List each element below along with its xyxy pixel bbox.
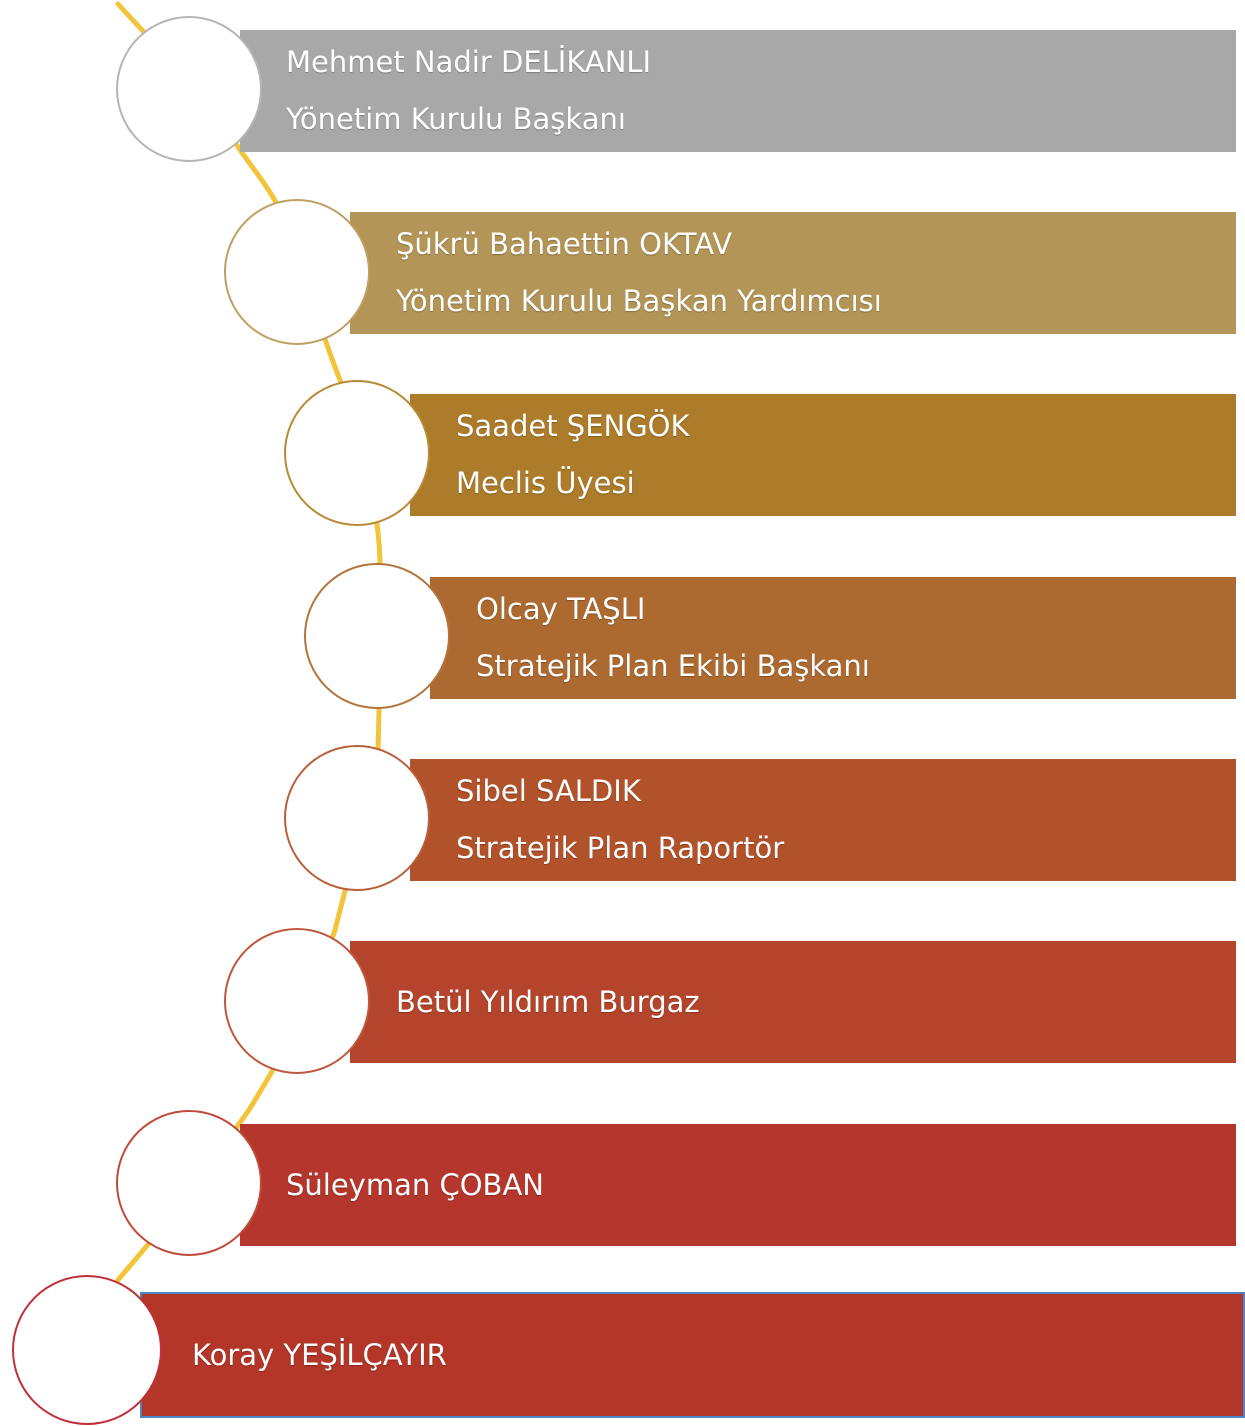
member-bar-6 bbox=[350, 941, 1236, 1063]
member-name: Koray YEŞİLÇAYIR bbox=[192, 1337, 447, 1372]
member-name: Saadet ŞENGÖK bbox=[456, 409, 690, 443]
member-title: Yönetim Kurulu Başkanı bbox=[286, 102, 626, 136]
member-name: Betül Yıldırım Burgaz bbox=[396, 984, 700, 1019]
member-bar-3 bbox=[410, 394, 1236, 516]
member-circle-3 bbox=[284, 380, 430, 526]
member-bar-4 bbox=[430, 577, 1236, 699]
member-title: Meclis Üyesi bbox=[456, 466, 635, 500]
member-circle-7 bbox=[116, 1110, 262, 1256]
member-name: Mehmet Nadir DELİKANLI bbox=[286, 45, 652, 79]
member-bar-5 bbox=[410, 759, 1236, 881]
member-circle-5 bbox=[284, 745, 430, 891]
member-name: Şükrü Bahaettin OKTAV bbox=[396, 227, 733, 261]
member-circle-1 bbox=[116, 16, 262, 162]
member-name: Olcay TAŞLI bbox=[476, 592, 646, 626]
member-name: Sibel SALDIK bbox=[456, 774, 641, 808]
member-title: Yönetim Kurulu Başkan Yardımcısı bbox=[396, 284, 882, 318]
member-bar-7 bbox=[240, 1124, 1236, 1246]
member-circle-2 bbox=[224, 199, 370, 345]
member-circle-8 bbox=[12, 1275, 162, 1425]
member-title: Stratejik Plan Ekibi Başkanı bbox=[476, 649, 870, 683]
member-name: Süleyman ÇOBAN bbox=[286, 1167, 544, 1202]
member-bar-2 bbox=[350, 212, 1236, 334]
member-bar-8 bbox=[140, 1292, 1245, 1418]
member-circle-6 bbox=[224, 928, 370, 1074]
member-title: Stratejik Plan Raportör bbox=[456, 831, 785, 865]
member-circle-4 bbox=[304, 563, 450, 709]
member-bar-1 bbox=[240, 30, 1236, 152]
